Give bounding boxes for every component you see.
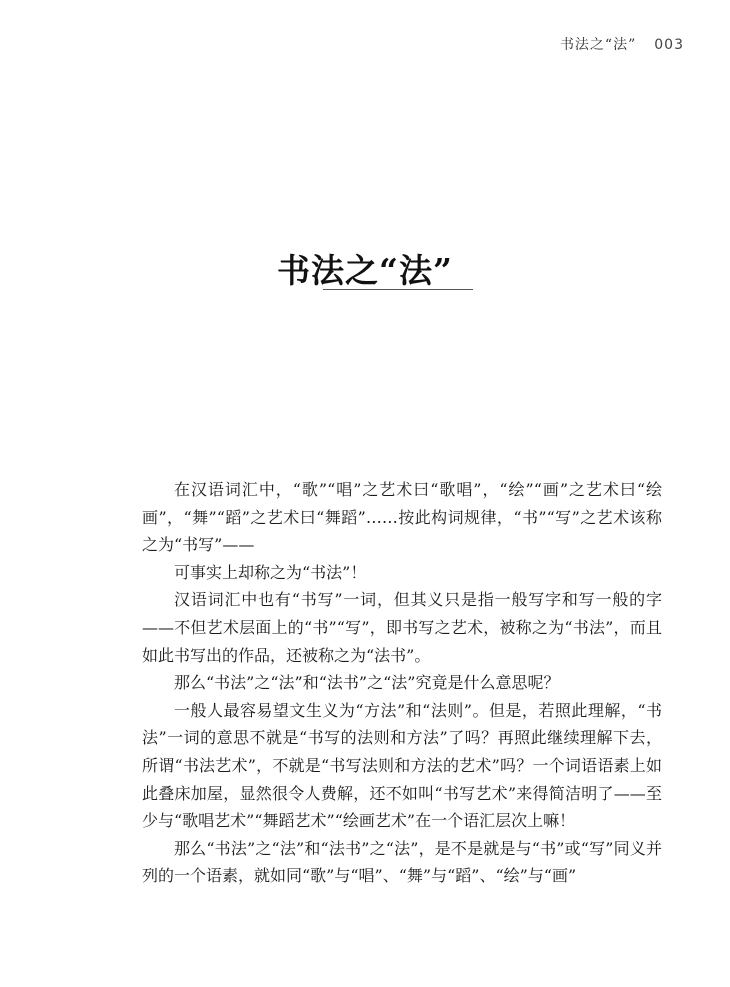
title-underline <box>323 289 473 290</box>
paragraph: 在汉语词汇中，“歌”“唱”之艺术曰“歌唱”，“绘”“画”之艺术曰“绘画”，“舞”“蹈”之艺术曰“舞蹈”……按此构词规律，“书”“写”之艺术该称之为“书写”—— <box>142 480 662 555</box>
paragraph: 那么“书法”之“法”和“法书”之“法”究竟是什么意思呢？ <box>174 673 560 693</box>
body-text <box>142 476 662 890</box>
page-number: 003 <box>654 37 684 53</box>
paragraph: 一般人最容易望文生义为“方法”和“法则”。但是，若照此理解，“书法”一词的意思不就是“书写的法则和方法”了吗？再照此继续理解下去，所谓“书法艺术”，不就是“书写法则和方法的艺术”吗？一个词语语素上如此叠床加屋，显然很令人费解，还不如叫“书写艺术”来得简洁明了——至少与“歌唱艺术”“舞蹈艺术”“绘画艺术”在一个语汇层次上嘛！ <box>142 700 662 831</box>
paragraph: 那么“书法”之“法”和“法书”之“法”，是不是就是与“书”或“写”同义并列的一个语素，就如同“歌”与“唱”、“舞”与“蹈”、“绘”与“画” <box>142 838 662 886</box>
running-head <box>560 34 684 54</box>
paragraph: 汉语词汇中也有“书写”一词，但其义只是指一般写字和写一般的字——不但艺术层面上的“书”“写”，即书写之艺术，被称之为“书法”，而且如此书写出的作品，还被称之为“法书”。 <box>142 590 662 665</box>
paragraph: 可事实上却称之为“书法”！ <box>174 562 367 582</box>
chapter-title: 书法之“法” <box>277 251 453 290</box>
running-title: 书法之“法” <box>559 37 637 53</box>
